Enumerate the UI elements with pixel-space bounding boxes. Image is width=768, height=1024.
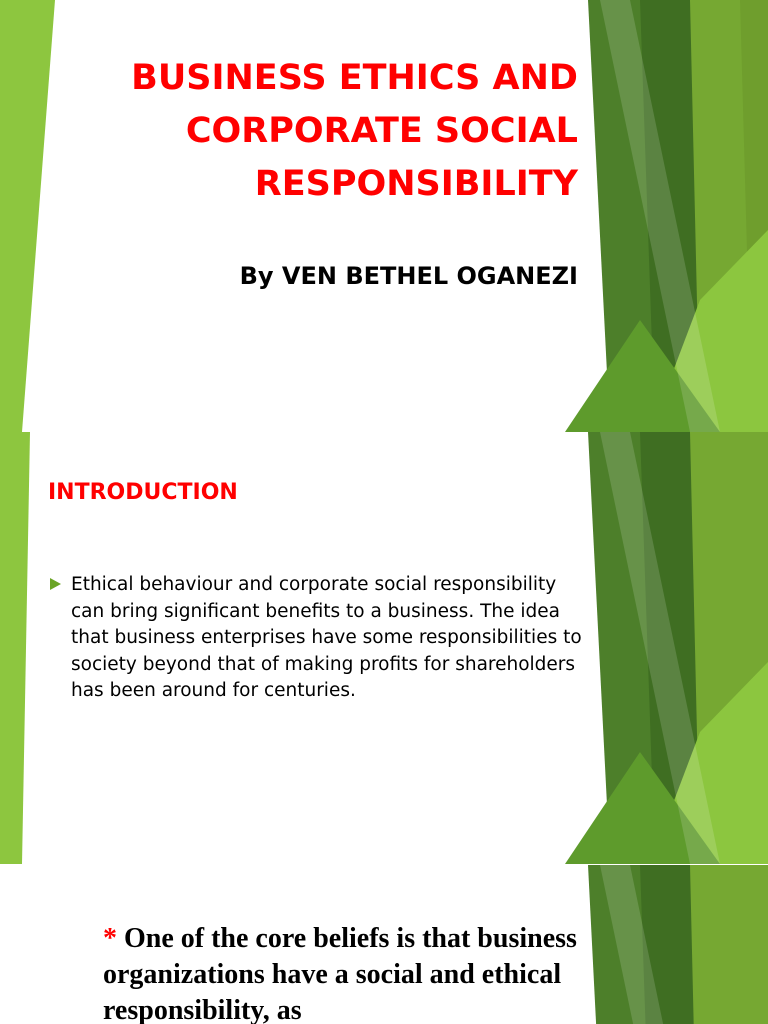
bullet-text: Ethical behaviour and corporate social responsibility can bring significant benefits to a business. The idea that business enterprises have some responsibilities to society beyond that of making profits for shareholders has been around for centuries. bbox=[71, 574, 582, 701]
core-beliefs-text bbox=[103, 921, 603, 1024]
slide-title bbox=[0, 0, 768, 432]
slide-title-text: BUSINESS ETHICS AND CORPORATE SOCIAL RESPONSIBILITY bbox=[131, 58, 578, 204]
author-line: By VEN BETHEL OGANEZI bbox=[239, 262, 578, 290]
bullet-item bbox=[50, 572, 590, 705]
introduction-heading: INTRODUCTION bbox=[48, 480, 238, 505]
slide-introduction bbox=[0, 432, 768, 864]
slide-core-beliefs bbox=[0, 865, 768, 1024]
asterisk-marker: * bbox=[103, 923, 117, 954]
core-beliefs-body: One of the core beliefs is that business organizations have a social and ethical responsibility, as bbox=[103, 923, 577, 1024]
triangle-bullet-icon bbox=[50, 578, 61, 590]
